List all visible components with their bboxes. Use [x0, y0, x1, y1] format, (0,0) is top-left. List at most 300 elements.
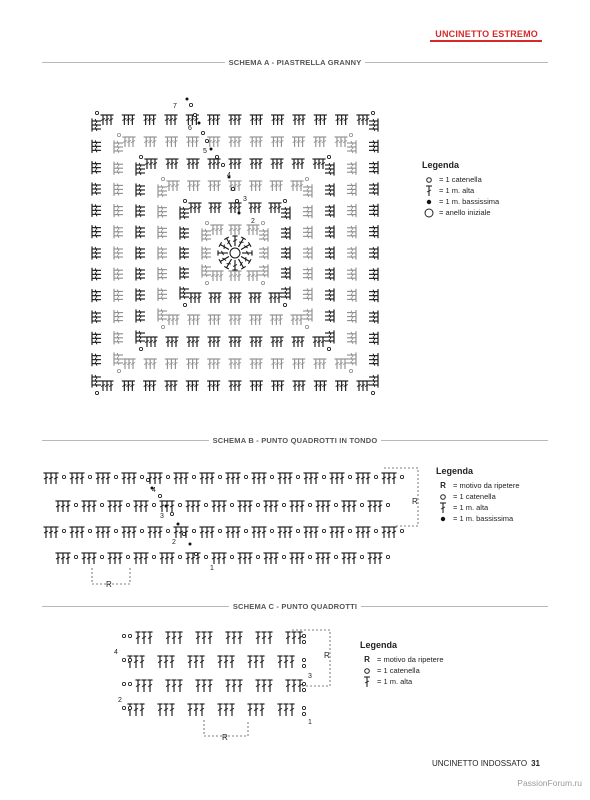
treble-stitch — [95, 527, 100, 538]
chart-row-label: R — [324, 651, 330, 660]
treble-stitch — [158, 246, 167, 251]
treble-stitch — [165, 337, 170, 347]
treble-stitch — [315, 553, 320, 564]
treble-stitch — [270, 181, 275, 191]
treble-stitch — [114, 183, 123, 188]
repeat-icon: R — [440, 481, 446, 490]
legend-item — [436, 480, 520, 491]
treble-stitch — [283, 704, 288, 716]
treble-stitch — [180, 230, 189, 235]
treble-stitch — [278, 159, 283, 169]
treble-stitch — [303, 271, 312, 276]
treble-stitch — [114, 187, 123, 192]
chain-stitch — [194, 552, 197, 555]
treble-stitch — [347, 191, 356, 196]
treble-stitch — [188, 203, 193, 213]
treble-stitch — [268, 501, 273, 512]
legend-item-label: = motivo da ripetere — [377, 655, 444, 664]
treble-stitch — [180, 206, 189, 211]
treble-stitch — [151, 115, 156, 125]
treble-stitch — [303, 296, 312, 301]
treble-stitch — [303, 213, 312, 218]
treble-stitch — [325, 254, 334, 259]
treble-stitch — [114, 335, 123, 340]
treble-stitch — [275, 137, 280, 147]
treble-stitch — [232, 315, 237, 325]
treble-stitch — [217, 656, 222, 668]
treble-stitch — [152, 527, 157, 538]
treble-stitch — [300, 381, 305, 391]
treble-stitch — [221, 501, 226, 512]
treble-stitch — [315, 501, 320, 512]
treble-stitch — [158, 312, 167, 317]
treble-stitch — [273, 501, 278, 512]
treble-stitch — [180, 270, 189, 275]
treble-stitch — [130, 381, 135, 391]
treble-stitch — [105, 527, 110, 538]
treble-stitch — [214, 225, 219, 235]
treble-stitch — [274, 159, 279, 169]
treble-stitch — [299, 337, 304, 347]
treble-stitch — [136, 229, 145, 234]
treble-stitch — [232, 271, 237, 281]
treble-stitch — [257, 159, 262, 169]
treble-stitch — [325, 267, 334, 272]
treble-stitch — [223, 656, 228, 668]
treble-stitch — [292, 137, 297, 147]
treble-stitch — [274, 181, 279, 191]
treble-stitch — [249, 337, 254, 347]
treble-stitch — [325, 162, 334, 167]
treble-stitch — [157, 656, 162, 668]
chain-stitch — [140, 475, 143, 478]
treble-stitch — [104, 381, 109, 391]
treble-stitch — [92, 186, 101, 191]
treble-stitch — [92, 276, 101, 281]
chain-stitch — [117, 369, 120, 372]
treble-stitch — [229, 704, 234, 716]
treble-stitch — [122, 359, 127, 369]
treble-stitch — [55, 553, 60, 564]
treble-stitch — [136, 225, 145, 230]
treble-stitch — [268, 293, 273, 303]
treble-stitch — [347, 293, 356, 298]
treble-stitch — [190, 137, 195, 147]
treble-stitch — [79, 527, 84, 538]
chart-row-label: 5 — [203, 148, 207, 155]
treble-stitch — [381, 473, 386, 484]
treble-stitch — [281, 286, 290, 291]
treble-stitch — [303, 192, 312, 197]
chain-stitch — [322, 529, 325, 532]
treble-stitch — [325, 229, 334, 234]
chain-stitch — [282, 503, 285, 506]
chain-stitch — [261, 281, 264, 284]
treble-stitch — [347, 289, 356, 294]
treble-stitch — [360, 381, 365, 391]
treble-stitch — [158, 230, 167, 235]
treble-stitch — [259, 228, 268, 233]
treble-stitch — [236, 315, 241, 325]
treble-stitch — [303, 209, 312, 214]
treble-stitch — [232, 381, 237, 391]
chain-stitch — [235, 199, 238, 202]
chain-stitch — [178, 503, 181, 506]
treble-stitch — [325, 183, 334, 188]
chain-stitch — [302, 640, 305, 643]
treble-stitch — [272, 203, 277, 213]
treble-stitch — [211, 381, 216, 391]
treble-stitch — [114, 310, 123, 315]
treble-stitch — [343, 381, 348, 391]
legend-item — [422, 207, 499, 218]
treble-stitch — [259, 264, 268, 269]
treble-stitch — [236, 258, 246, 269]
treble-stitch — [158, 271, 167, 276]
treble-stitch — [250, 359, 255, 369]
treble-stitch — [114, 162, 123, 167]
legend-a — [422, 160, 499, 218]
treble-stitch — [133, 501, 138, 512]
treble-stitch — [297, 680, 302, 692]
treble-stitch — [69, 527, 74, 538]
treble-stitch — [104, 115, 109, 125]
treble-stitch — [259, 272, 268, 277]
treble-stitch — [303, 267, 312, 272]
treble-stitch — [147, 632, 152, 644]
treble-stitch — [256, 203, 261, 213]
treble-stitch — [207, 680, 212, 692]
treble-stitch — [228, 315, 233, 325]
treble-stitch — [313, 527, 318, 538]
treble-stitch — [136, 212, 145, 217]
treble-stitch — [173, 337, 178, 347]
treble-stitch — [92, 336, 101, 341]
treble-stitch — [369, 332, 378, 337]
treble-stitch — [187, 704, 192, 716]
legend-item-label: = 1 m. bassissima — [439, 197, 500, 206]
treble-stitch — [342, 137, 347, 147]
treble-stitch — [158, 267, 167, 272]
treble-stitch — [360, 115, 365, 125]
legend-item-label: = 1 catenella — [439, 175, 482, 184]
treble-stitch — [152, 473, 157, 484]
treble-stitch — [114, 268, 123, 273]
treble-stitch — [356, 115, 361, 125]
treble-stitch — [360, 473, 365, 484]
treble-stitch — [48, 527, 53, 538]
treble-stitch — [199, 704, 204, 716]
chain-stitch — [302, 712, 305, 715]
treble-stitch — [225, 527, 230, 538]
treble-stitch — [320, 501, 325, 512]
treble-stitch — [253, 181, 258, 191]
treble-stitch — [60, 501, 65, 512]
treble-stitch — [334, 359, 339, 369]
treble-stitch — [168, 115, 173, 125]
chain-stitch — [193, 113, 196, 116]
treble-stitch — [209, 473, 214, 484]
chart-row-label: R — [412, 497, 418, 506]
chain-stitch — [182, 532, 185, 535]
chain-stitch — [256, 503, 259, 506]
treble-stitch — [212, 181, 217, 191]
treble-stitch — [148, 159, 153, 169]
treble-stitch — [347, 225, 356, 230]
treble-stitch — [232, 260, 237, 270]
treble-stitch — [163, 656, 168, 668]
treble-stitch — [369, 208, 378, 213]
treble-stitch — [195, 315, 200, 325]
treble-stitch — [126, 473, 131, 484]
chart-row-label: 7 — [173, 103, 177, 110]
treble-stitch — [235, 527, 240, 538]
treble-stitch — [202, 268, 211, 273]
chain-stitch — [374, 475, 377, 478]
treble-stitch — [232, 359, 237, 369]
treble-stitch — [114, 314, 123, 319]
treble-stitch — [347, 314, 356, 319]
treble-stitch — [279, 381, 284, 391]
treble-stitch — [316, 159, 321, 169]
treble-stitch — [242, 501, 247, 512]
chain-stitch — [158, 494, 161, 497]
treble-stitch — [272, 293, 277, 303]
treble-stitch — [338, 359, 343, 369]
slip-stitch — [210, 148, 213, 151]
treble-stitch — [121, 527, 126, 538]
treble-stitch — [164, 381, 169, 391]
treble-stitch — [259, 656, 264, 668]
chain-stitch — [152, 555, 155, 558]
treble-stitch — [372, 553, 377, 564]
treble-stitch — [259, 246, 268, 251]
treble-stitch — [377, 553, 382, 564]
treble-stitch — [300, 137, 305, 147]
treble-stitch — [207, 359, 212, 369]
treble-stitch — [369, 254, 378, 259]
chain-stitch — [122, 706, 125, 709]
treble-stitch — [201, 632, 206, 644]
treble-stitch — [290, 181, 295, 191]
chain-stitch — [296, 529, 299, 532]
legend-item — [360, 665, 444, 676]
treble-stitch — [254, 137, 259, 147]
treble-stitch — [148, 337, 153, 347]
chain-stitch — [183, 199, 186, 202]
treble-stitch — [335, 381, 340, 391]
chain-stitch — [282, 555, 285, 558]
treble-stitch — [92, 361, 101, 366]
treble-stitch — [92, 357, 101, 362]
chain-stitch — [302, 658, 305, 661]
chain-stitch — [128, 682, 131, 685]
treble-stitch — [292, 359, 297, 369]
treble-stitch — [212, 315, 217, 325]
chain-stitch — [256, 555, 259, 558]
treble-stitch — [204, 473, 209, 484]
treble-stitch — [141, 680, 146, 692]
treble-stitch — [195, 632, 200, 644]
treble-stitch — [255, 632, 260, 644]
treble-stitch — [136, 254, 145, 259]
legend-item — [436, 491, 520, 502]
treble-stitch — [237, 501, 242, 512]
treble-stitch — [369, 268, 378, 273]
treble-stitch — [117, 553, 122, 564]
treble-icon — [360, 676, 374, 688]
treble-stitch — [136, 162, 145, 167]
treble-stitch — [208, 315, 213, 325]
treble-stitch — [347, 233, 356, 238]
treble-stitch — [334, 527, 339, 538]
treble-stitch — [228, 271, 233, 281]
treble-stitch — [235, 473, 240, 484]
treble-stitch — [258, 137, 263, 147]
treble-stitch — [261, 473, 266, 484]
treble-stitch — [237, 632, 242, 644]
treble-stitch — [219, 242, 230, 252]
treble-stitch — [224, 237, 234, 248]
treble-stitch — [248, 293, 253, 303]
treble-stitch — [281, 230, 290, 235]
treble-stitch — [173, 473, 178, 484]
treble-stitch — [253, 704, 258, 716]
treble-stitch — [180, 234, 189, 239]
treble-stitch — [386, 527, 391, 538]
treble-stitch — [289, 704, 294, 716]
treble-stitch — [158, 205, 167, 210]
treble-stitch — [325, 313, 334, 318]
chain-stitch — [400, 529, 403, 532]
treble-stitch — [351, 501, 356, 512]
treble-stitch — [322, 115, 327, 125]
chain-stitch — [305, 325, 308, 328]
treble-stitch — [347, 229, 356, 234]
treble-stitch — [202, 236, 211, 241]
chart-row-label: 4 — [152, 487, 156, 494]
treble-stitch — [313, 137, 318, 147]
treble-stitch — [136, 271, 145, 276]
treble-stitch — [287, 527, 292, 538]
treble-stitch — [259, 268, 268, 273]
chain-stitch — [218, 529, 221, 532]
treble-stitch — [347, 276, 356, 281]
treble-stitch — [259, 232, 268, 237]
treble-stitch — [325, 338, 334, 343]
treble-stitch — [228, 159, 233, 169]
treble-stitch — [283, 656, 288, 668]
treble-stitch — [53, 473, 58, 484]
treble-stitch — [211, 337, 216, 347]
treble-stitch — [108, 381, 113, 391]
chain-stitch — [114, 475, 117, 478]
treble-stitch — [216, 181, 221, 191]
treble-stitch — [136, 275, 145, 280]
legend-item-label: = anello iniziale — [439, 208, 491, 217]
treble-stitch — [43, 473, 48, 484]
treble-stitch — [211, 137, 216, 147]
treble-stitch — [228, 293, 233, 303]
treble-stitch — [199, 656, 204, 668]
treble-stitch — [202, 232, 211, 237]
treble-stitch — [259, 254, 268, 259]
chain-stitch — [189, 103, 192, 106]
treble-stitch — [190, 337, 195, 347]
treble-stitch — [136, 204, 145, 209]
treble-stitch — [92, 318, 101, 323]
treble-stitch — [180, 294, 189, 299]
chain-stitch — [152, 503, 155, 506]
treble-stitch — [168, 381, 173, 391]
treble-stitch — [287, 473, 292, 484]
treble-stitch — [294, 315, 299, 325]
treble-stitch — [180, 250, 189, 255]
chain-stitch — [302, 688, 305, 691]
treble-stitch — [228, 137, 233, 147]
treble-stitch — [92, 250, 101, 255]
treble-stitch — [347, 335, 356, 340]
treble-stitch — [294, 181, 299, 191]
treble-stitch — [171, 680, 176, 692]
treble-stitch — [347, 297, 356, 302]
treble-stitch — [303, 230, 312, 235]
treble-stitch — [369, 126, 378, 131]
chain-stitch — [371, 391, 374, 394]
treble-stitch — [180, 290, 189, 295]
treble-stitch — [216, 553, 221, 564]
treble-stitch — [136, 246, 145, 251]
treble-stitch — [369, 122, 378, 127]
treble-stitch — [228, 381, 233, 391]
treble-stitch — [254, 115, 259, 125]
treble-stitch — [278, 337, 283, 347]
treble-stitch — [188, 293, 193, 303]
treble-stitch — [193, 656, 198, 668]
section-c-title: SCHEMA C - PUNTO QUADROTTI — [0, 602, 590, 611]
treble-stitch — [92, 126, 101, 131]
magazine-section-label: UNCINETTO ESTREMO — [435, 29, 538, 39]
slip-stitch-icon — [436, 514, 450, 524]
treble-stitch — [268, 203, 273, 213]
treble-stitch — [180, 246, 189, 251]
treble-stitch — [372, 501, 377, 512]
treble-stitch — [169, 553, 174, 564]
treble-stitch — [268, 553, 273, 564]
treble-stitch — [303, 312, 312, 317]
treble-stitch — [365, 473, 370, 484]
treble-stitch — [92, 182, 101, 187]
treble-stitch — [148, 137, 153, 147]
treble-stitch — [228, 359, 233, 369]
treble-stitch — [136, 330, 145, 335]
treble-stitch — [270, 315, 275, 325]
treble-stitch — [225, 632, 230, 644]
treble-stitch — [169, 704, 174, 716]
treble-stitch — [211, 359, 216, 369]
treble-stitch — [86, 501, 91, 512]
treble-stitch — [347, 162, 356, 167]
treble-stitch — [199, 473, 204, 484]
treble-stitch — [180, 266, 189, 271]
treble-stitch — [347, 318, 356, 323]
chain-stitch — [126, 503, 129, 506]
treble-stitch — [114, 276, 123, 281]
treble-stitch — [190, 501, 195, 512]
treble-stitch — [117, 501, 122, 512]
treble-stitch — [173, 137, 178, 147]
treble-stitch — [281, 210, 290, 215]
